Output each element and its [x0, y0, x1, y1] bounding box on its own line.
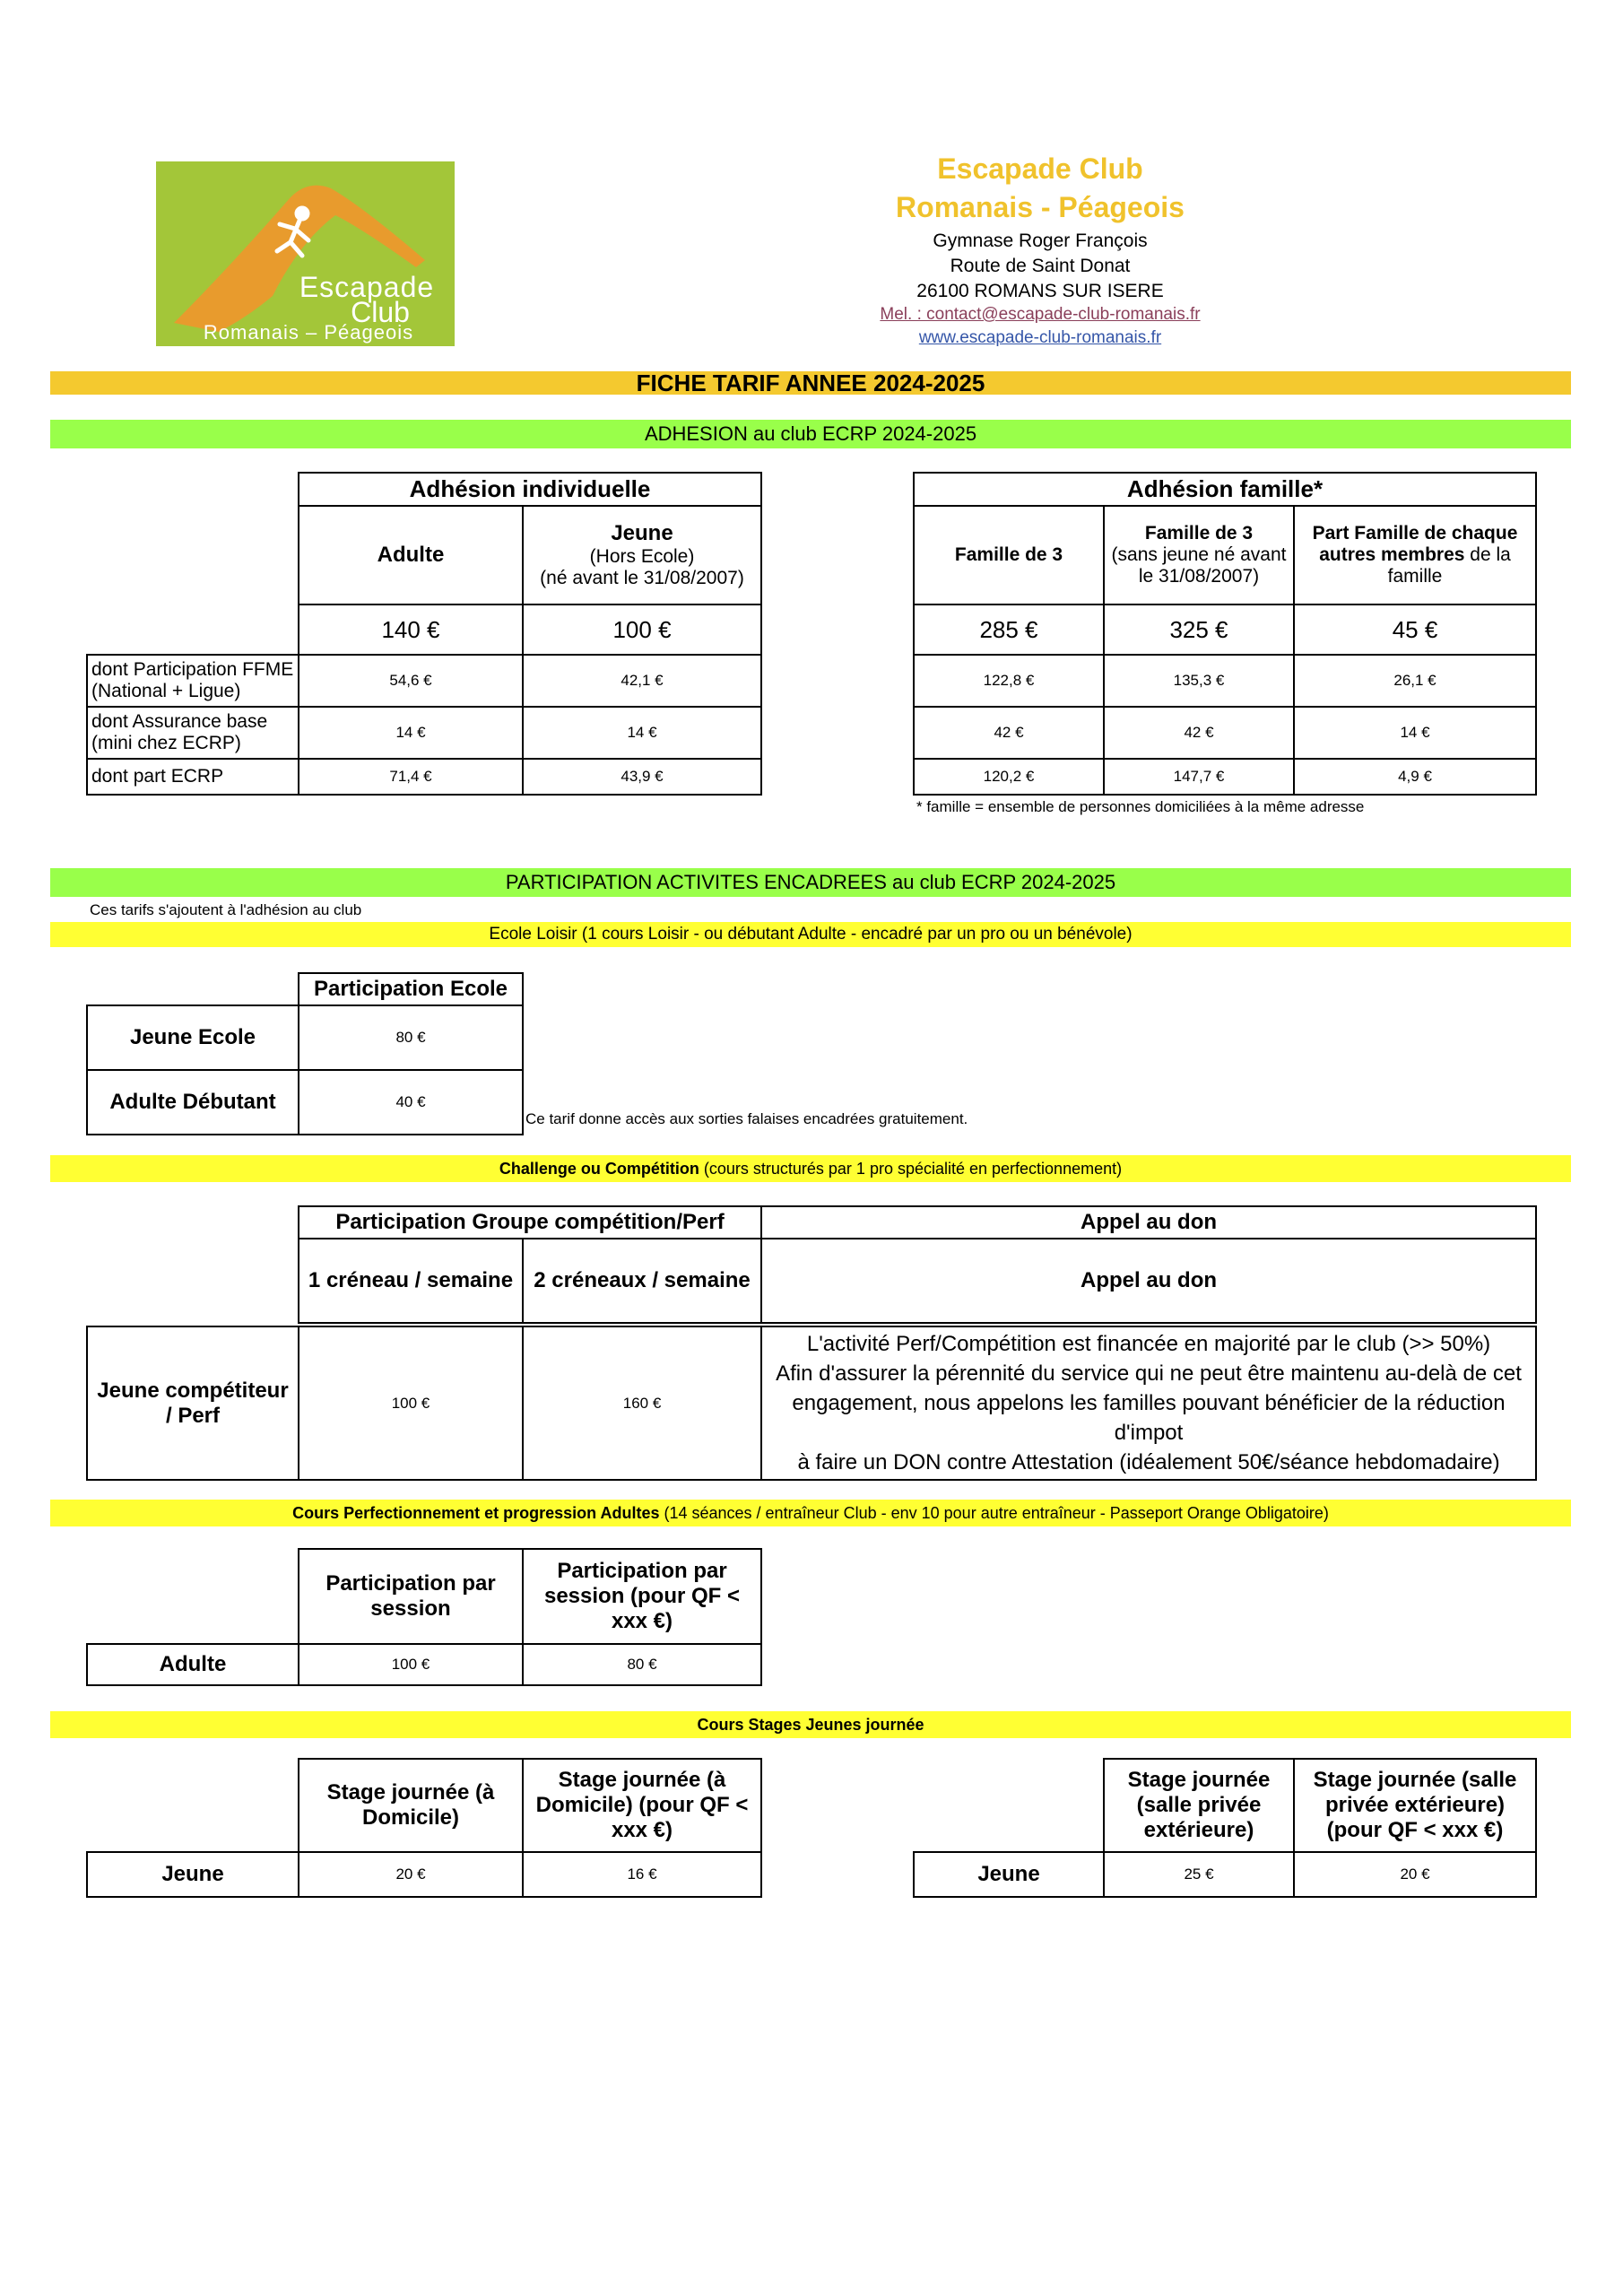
stages-exterieure-table: [913, 1758, 1537, 1898]
participation-note: Ces tarifs s'ajoutent à l'adhésion au club: [90, 901, 362, 918]
value-stage-exterieure-qf: 20 €: [1294, 1852, 1536, 1897]
col-adulte: Adulte: [299, 506, 523, 604]
ffme-adulte: 54,6 €: [299, 655, 523, 707]
assurance-part-famille: 14 €: [1294, 707, 1536, 759]
col-jeune-title: Jeune: [611, 521, 673, 545]
total-part-famille: 45 €: [1294, 604, 1536, 655]
adhesion-famille-table: [913, 472, 1537, 796]
adhesion-band-text: ADHESION au club ECRP 2024-2025: [644, 422, 977, 445]
stages-band: [50, 1711, 1571, 1738]
row-jeune-ecole: Jeune Ecole: [87, 1005, 299, 1070]
row-jeune-competiteur: Jeune compétiteur / Perf: [87, 1326, 299, 1480]
col-part-famille-bold1: Part Famille de chaque: [1312, 523, 1518, 544]
club-name-line2: Romanais - Péageois: [896, 191, 1185, 223]
perfectionnement-band-rest: (14 séances / entraîneur Club - env 10 pour autre entraîneur - Passeport Orange Obligatoire): [659, 1503, 1329, 1522]
don-line-1: L'activité Perf/Compétition est financée en majorité par le club (>> 50%): [806, 1332, 1491, 1356]
challenge-band: [50, 1155, 1571, 1182]
challenge-band-rest: (cours structurés par 1 pro spécialité en perfectionnement): [699, 1159, 1123, 1178]
value-stage-domicile-qf: 16 €: [523, 1852, 761, 1897]
ecrp-famille-3-sans-jeune: 147,7 €: [1104, 759, 1294, 795]
ecole-header: Participation Ecole: [299, 973, 523, 1005]
row-adulte: Adulte: [87, 1644, 299, 1685]
col-appel-don: Appel au don: [761, 1239, 1536, 1323]
col-famille-3-sans-jeune: [1104, 506, 1294, 604]
participation-band-text: PARTICIPATION ACTIVITES ENCADREES au club ECRP 2024-2025: [505, 871, 1116, 893]
ecole-note: Ce tarif donne accès aux sorties falaises encadrées gratuitement.: [525, 1110, 968, 1127]
col-part-famille-rest: de la famille: [1387, 544, 1511, 587]
adhesion-famille-header: Adhésion famille*: [914, 473, 1536, 506]
ecrp-famille-3: 120,2 €: [914, 759, 1104, 795]
logo-text-club: Club: [351, 296, 410, 328]
adhesion-individuelle-table: [86, 472, 762, 796]
page-title-text: FICHE TARIF ANNEE 2024-2025: [636, 369, 985, 396]
don-line-3: engagement, nous appelons les familles pouvant bénéficier de la réduction d'impot: [792, 1391, 1506, 1445]
perfectionnement-table: [86, 1548, 762, 1686]
col-stage-domicile-qf: Stage journée (à Domicile) (pour QF < xxx €): [523, 1759, 761, 1852]
col-famille-3: Famille de 3: [914, 506, 1104, 604]
col-jeune: [523, 506, 761, 604]
col-jeune-sub2: (né avant le 31/08/2007): [540, 568, 744, 588]
row-adulte-debutant: Adulte Débutant: [87, 1070, 299, 1135]
assurance-adulte: 14 €: [299, 707, 523, 759]
col-stage-exterieure-qf: Stage journée (salle privée extérieure) (pour QF < xxx €): [1294, 1759, 1536, 1852]
address-line1: Gymnase Roger François: [933, 230, 1148, 251]
challenge-group-header: Participation Groupe compétition/Perf: [299, 1206, 761, 1239]
value-session-qf: 80 €: [523, 1644, 761, 1685]
challenge-band-bold: Challenge ou Compétition: [499, 1159, 699, 1178]
value-session: 100 €: [299, 1644, 523, 1685]
assurance-famille-3: 42 €: [914, 707, 1104, 759]
don-text: [761, 1326, 1536, 1480]
email-link[interactable]: Mel. : contact@escapade-club-romanais.fr: [880, 305, 1201, 324]
ecole-loisir-table: [86, 972, 524, 1135]
perfectionnement-band-bold: Cours Perfectionnement et progression Adultes: [292, 1503, 660, 1522]
col-famille-3-sans-jeune-sub: (sans jeune né avant le 31/08/2007): [1111, 544, 1287, 587]
col-part-famille: [1294, 506, 1536, 604]
adhesion-individuelle-header: Adhésion individuelle: [299, 473, 761, 506]
total-famille-3: 285 €: [914, 604, 1104, 655]
ecrp-adulte: 71,4 €: [299, 759, 523, 795]
stages-band-text: Cours Stages Jeunes journée: [697, 1715, 924, 1734]
assurance-jeune: 14 €: [523, 707, 761, 759]
row-label-ecrp: dont part ECRP: [87, 759, 299, 795]
value-stage-exterieure: 25 €: [1104, 1852, 1294, 1897]
col-stage-exterieure: Stage journée (salle privée extérieure): [1104, 1759, 1294, 1852]
participation-band: [50, 868, 1571, 897]
ecrp-part-famille: 4,9 €: [1294, 759, 1536, 795]
value-adulte-debutant: 40 €: [299, 1070, 523, 1135]
stages-domicile-table: [86, 1758, 762, 1898]
address-line2: Route de Saint Donat: [950, 256, 1131, 276]
perfectionnement-band: [50, 1500, 1571, 1526]
adhesion-band: [50, 420, 1571, 448]
col-participation-session-qf: Participation par session (pour QF < xxx €): [523, 1549, 761, 1644]
ecrp-jeune: 43,9 €: [523, 759, 761, 795]
total-jeune: 100 €: [523, 604, 761, 655]
challenge-table: [86, 1205, 1537, 1481]
value-stage-domicile: 20 €: [299, 1852, 523, 1897]
address-line3: 26100 ROMANS SUR ISERE: [916, 281, 1164, 301]
challenge-band-content: [499, 1160, 1122, 1178]
ffme-jeune: 42,1 €: [523, 655, 761, 707]
logo-text-escapade: Escapade: [299, 271, 435, 303]
ffme-famille-3: 122,8 €: [914, 655, 1104, 707]
perfectionnement-band-content: [292, 1504, 1329, 1523]
challenge-don-header: Appel au don: [761, 1206, 1536, 1239]
value-jeune-ecole: 80 €: [299, 1005, 523, 1070]
ffme-famille-3-sans-jeune: 135,3 €: [1104, 655, 1294, 707]
row-label-assurance: dont Assurance base (mini chez ECRP): [87, 707, 299, 759]
club-name-line1: Escapade Club: [937, 152, 1143, 185]
don-line-4: à faire un DON contre Attestation (idéalement 50€/séance hebdomadaire): [797, 1450, 1500, 1474]
total-famille-3-sans-jeune: 325 €: [1104, 604, 1294, 655]
ffme-part-famille: 26,1 €: [1294, 655, 1536, 707]
famille-note: * famille = ensemble de personnes domiciliées à la même adresse: [916, 798, 1365, 815]
don-line-2: Afin d'assurer la pérennité du service qui ne peut être maintenu au-delà de cet: [776, 1361, 1522, 1386]
value-1-creneau: 100 €: [299, 1326, 523, 1480]
col-jeune-sub1: (Hors Ecole): [589, 546, 695, 567]
value-2-creneaux: 160 €: [523, 1326, 761, 1480]
col-1-creneau: 1 créneau / semaine: [299, 1239, 523, 1323]
col-famille-3-sans-jeune-title: Famille de 3: [1144, 523, 1254, 544]
ecole-loisir-band: [50, 922, 1571, 947]
assurance-famille-3-sans-jeune: 42 €: [1104, 707, 1294, 759]
col-stage-domicile: Stage journée (à Domicile): [299, 1759, 523, 1852]
col-part-famille-bold2: autres membres: [1319, 544, 1465, 565]
ecole-loisir-band-text: Ecole Loisir (1 cours Loisir - ou débutant Adulte - encadré par un pro ou un bénévole): [489, 925, 1133, 944]
col-participation-session: Participation par session: [299, 1549, 523, 1644]
row-jeune-domicile: Jeune: [87, 1852, 299, 1897]
logo-text-romanais: Romanais – Péageois: [203, 321, 414, 344]
club-logo: [156, 161, 455, 346]
row-jeune-exterieure: Jeune: [914, 1852, 1104, 1897]
total-adulte: 140 €: [299, 604, 523, 655]
website-link[interactable]: www.escapade-club-romanais.fr: [918, 328, 1162, 347]
page-title: [50, 371, 1571, 395]
row-label-ffme: dont Participation FFME (National + Ligue): [87, 655, 299, 707]
col-2-creneaux: 2 créneaux / semaine: [523, 1239, 761, 1323]
